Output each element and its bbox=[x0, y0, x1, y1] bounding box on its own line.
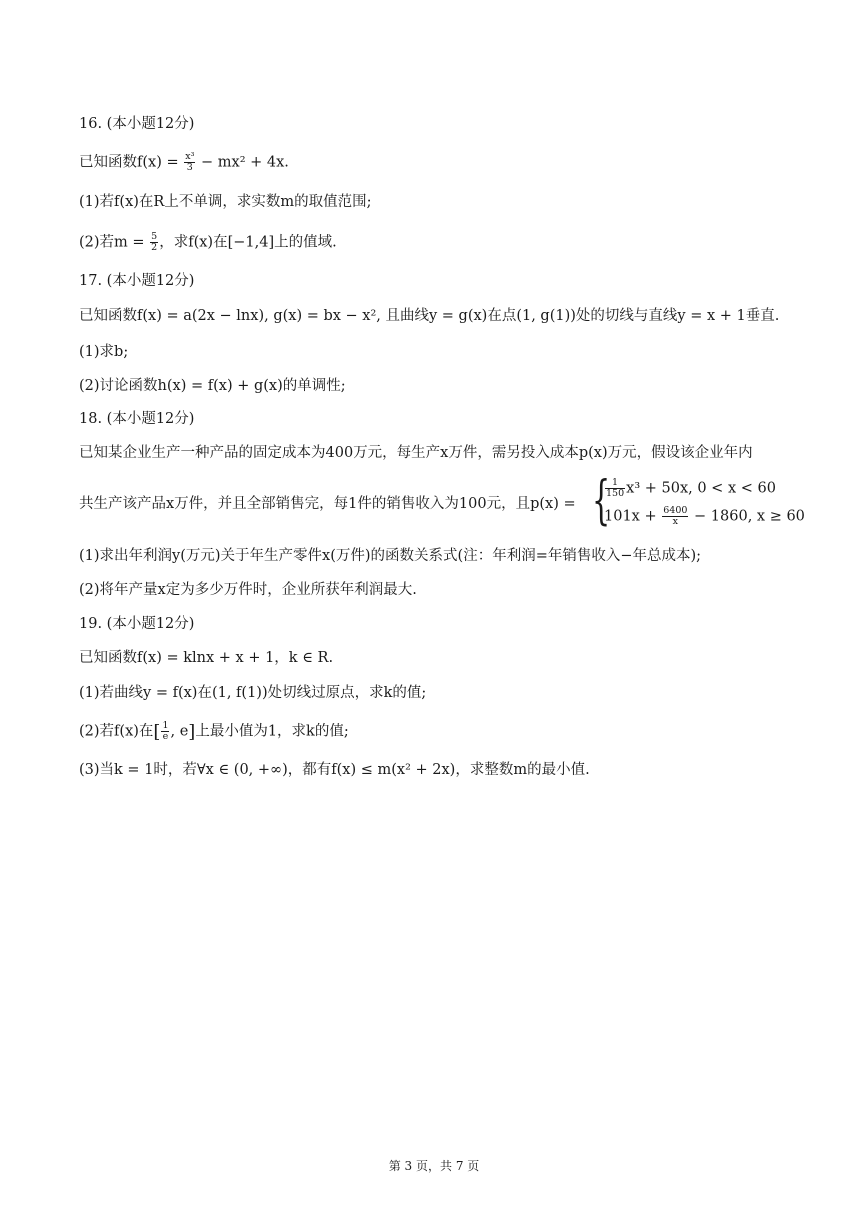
q18-case2-num: 6400 bbox=[663, 505, 688, 516]
q16-fraction bbox=[184, 152, 195, 173]
q19-p2-rest: 上最小值为1，求k的值; bbox=[195, 723, 349, 740]
q16-title: 16. (本小题12分) bbox=[79, 116, 195, 132]
q19-part1: (1)若曲线y = f(x)在(1, f(1))处切线过原点，求k的值; bbox=[79, 685, 427, 701]
q18-case1-rest: x³ + 50x, 0 < x < 60 bbox=[626, 480, 776, 497]
q19-part2 bbox=[79, 721, 349, 743]
q18-piecewise bbox=[592, 471, 805, 534]
q18-case2 bbox=[604, 506, 805, 527]
q19-stem: 已知函数f(x) = klnx + x + 1，k ∈ R. bbox=[79, 650, 334, 666]
q16-stem-rest: − mx² + 4x. bbox=[201, 154, 289, 171]
q16-p2-num: 5 bbox=[151, 231, 158, 242]
q16-p2-den: 2 bbox=[151, 242, 158, 253]
q19-part3: (3)当k = 1时，若∀x ∈ (0, +∞)，都有f(x) ≤ m(x² + 2x)，求整数m的最小值. bbox=[79, 762, 590, 778]
right-bracket: ] bbox=[188, 721, 196, 743]
q18-case2-pre: 101x + bbox=[604, 508, 657, 525]
q16-stem bbox=[79, 152, 289, 173]
q18-title: 18. (本小题12分) bbox=[79, 411, 195, 427]
q18-case2-rest: − 1860, x ≥ 60 bbox=[694, 508, 805, 525]
q17-part2: (2)讨论函数h(x) = f(x) + g(x)的单调性; bbox=[79, 378, 346, 394]
q16-f: f(x) = bbox=[137, 154, 179, 171]
q16-frac-den: 3 bbox=[186, 162, 193, 173]
left-brace: { bbox=[592, 471, 611, 531]
q16-stem-prefix: 已知函数 bbox=[79, 154, 137, 171]
q18-case1-fraction bbox=[605, 478, 625, 499]
q18-case1-num: 1 bbox=[605, 478, 625, 489]
left-bracket: [ bbox=[153, 721, 161, 743]
q16-p2-fraction bbox=[150, 232, 158, 253]
q18-case2-den: x bbox=[672, 516, 678, 527]
q19-p2-num: 1 bbox=[162, 720, 169, 731]
q18-case1 bbox=[604, 478, 776, 499]
q17-title: 17. (本小题12分) bbox=[79, 273, 195, 289]
q19-p2-den: e bbox=[162, 731, 169, 742]
q18-part1: (1)求出年利润y(万元)关于年生产零件x(万件)的函数关系式(注：年利润=年销售收入−年总成本); bbox=[79, 548, 702, 564]
q19-title: 19. (本小题12分) bbox=[79, 616, 195, 632]
q18-case1-den: 150 bbox=[606, 488, 625, 499]
q16-p2-prefix: (2)若m = bbox=[79, 234, 145, 251]
q19-p2-prefix: (2)若f(x)在 bbox=[79, 723, 154, 740]
q16-part2 bbox=[79, 232, 337, 253]
q19-p2-fraction bbox=[161, 721, 169, 742]
page-footer: 第 3 页，共 7 页 bbox=[388, 1159, 480, 1173]
q18-case2-fraction bbox=[662, 506, 688, 527]
q16-part1: (1)若f(x)在R上不单调，求实数m的取值范围; bbox=[79, 194, 372, 210]
q16-p2-rest: ，求f(x)在[−1,4]上的值域. bbox=[159, 234, 337, 251]
q18-part2: (2)将年产量x定为多少万件时，企业所获年利润最大. bbox=[79, 582, 417, 598]
q16-frac-num: x³ bbox=[185, 151, 195, 162]
q17-part1: (1)求b; bbox=[79, 344, 129, 360]
q18-stem-line2: 共生产该产品x万件，并且全部销售完，每1件的销售收入为100元，且p(x) = bbox=[79, 496, 576, 512]
q17-stem: 已知函数f(x) = a(2x − lnx), g(x) = bx − x², 且曲线y = g(x)在点(1, g(1))处的切线与直线y = x + 1垂直. bbox=[79, 308, 780, 324]
q19-p2-mid: , e bbox=[170, 723, 189, 740]
q18-stem-line1: 已知某企业生产一种产品的固定成本为400万元，每生产x万件，需另投入成本p(x)万元，假设该企业年内 bbox=[79, 445, 753, 461]
